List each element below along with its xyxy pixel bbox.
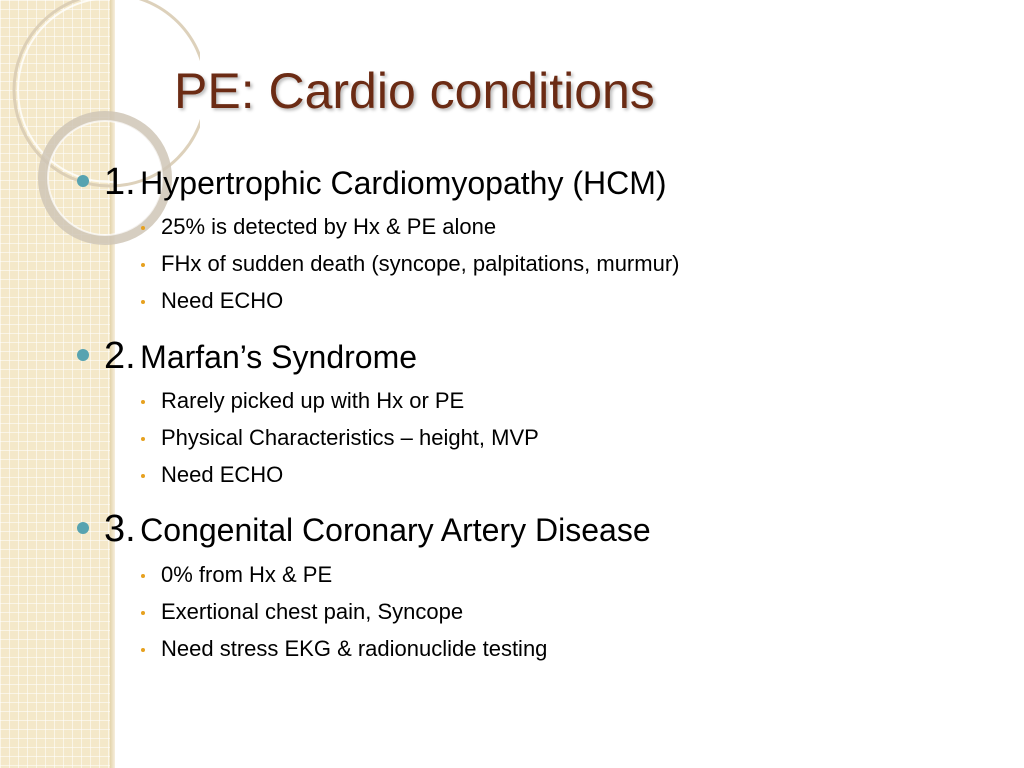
- section-2-number: 2.: [104, 335, 136, 377]
- section-1-heading: Hypertrophic Cardiomyopathy (HCM): [140, 165, 667, 201]
- section-1-point-2: FHx of sudden death (syncope, palpitations, murmur): [161, 251, 680, 276]
- section-1-point-3-bullet: [141, 300, 145, 304]
- section-3-point-1-bullet: [141, 574, 145, 578]
- section-2-point-2-bullet: [141, 437, 145, 441]
- section-2-heading-line: [76, 337, 417, 375]
- section-3-number: 3.: [104, 508, 136, 550]
- section-2-point-2: Physical Characteristics – height, MVP: [161, 425, 539, 450]
- section-3-point-2: Exertional chest pain, Syncope: [161, 599, 464, 624]
- section-1-number: 1.: [104, 161, 136, 203]
- section-1-point-1-bullet: [141, 226, 145, 230]
- section-3-point-3-bullet: [141, 648, 145, 652]
- section-2-heading: Marfan’s Syndrome: [140, 339, 418, 375]
- section-3-point-2-bullet: [141, 611, 145, 615]
- section-1-point-2-bullet: [141, 263, 145, 267]
- section-3-heading: Congenital Coronary Artery Disease: [140, 512, 651, 548]
- section-1-heading-line: [76, 163, 667, 201]
- section-2-point-1: Rarely picked up with Hx or PE: [161, 388, 465, 413]
- section-3-point-3: Need stress EKG & radionuclide testing: [161, 636, 548, 661]
- section-3-point-1: 0% from Hx & PE: [161, 562, 333, 587]
- section-1-point-3: Need ECHO: [161, 288, 284, 313]
- section-2-point-1-bullet: [141, 400, 145, 404]
- section-2-point-3: Need ECHO: [161, 462, 284, 487]
- section-3-heading-line: [76, 510, 651, 548]
- section-1-point-1: 25% is detected by Hx & PE alone: [161, 214, 497, 239]
- slide-title: PE: Cardio conditions: [174, 63, 655, 119]
- section-2-point-3-bullet: [141, 474, 145, 478]
